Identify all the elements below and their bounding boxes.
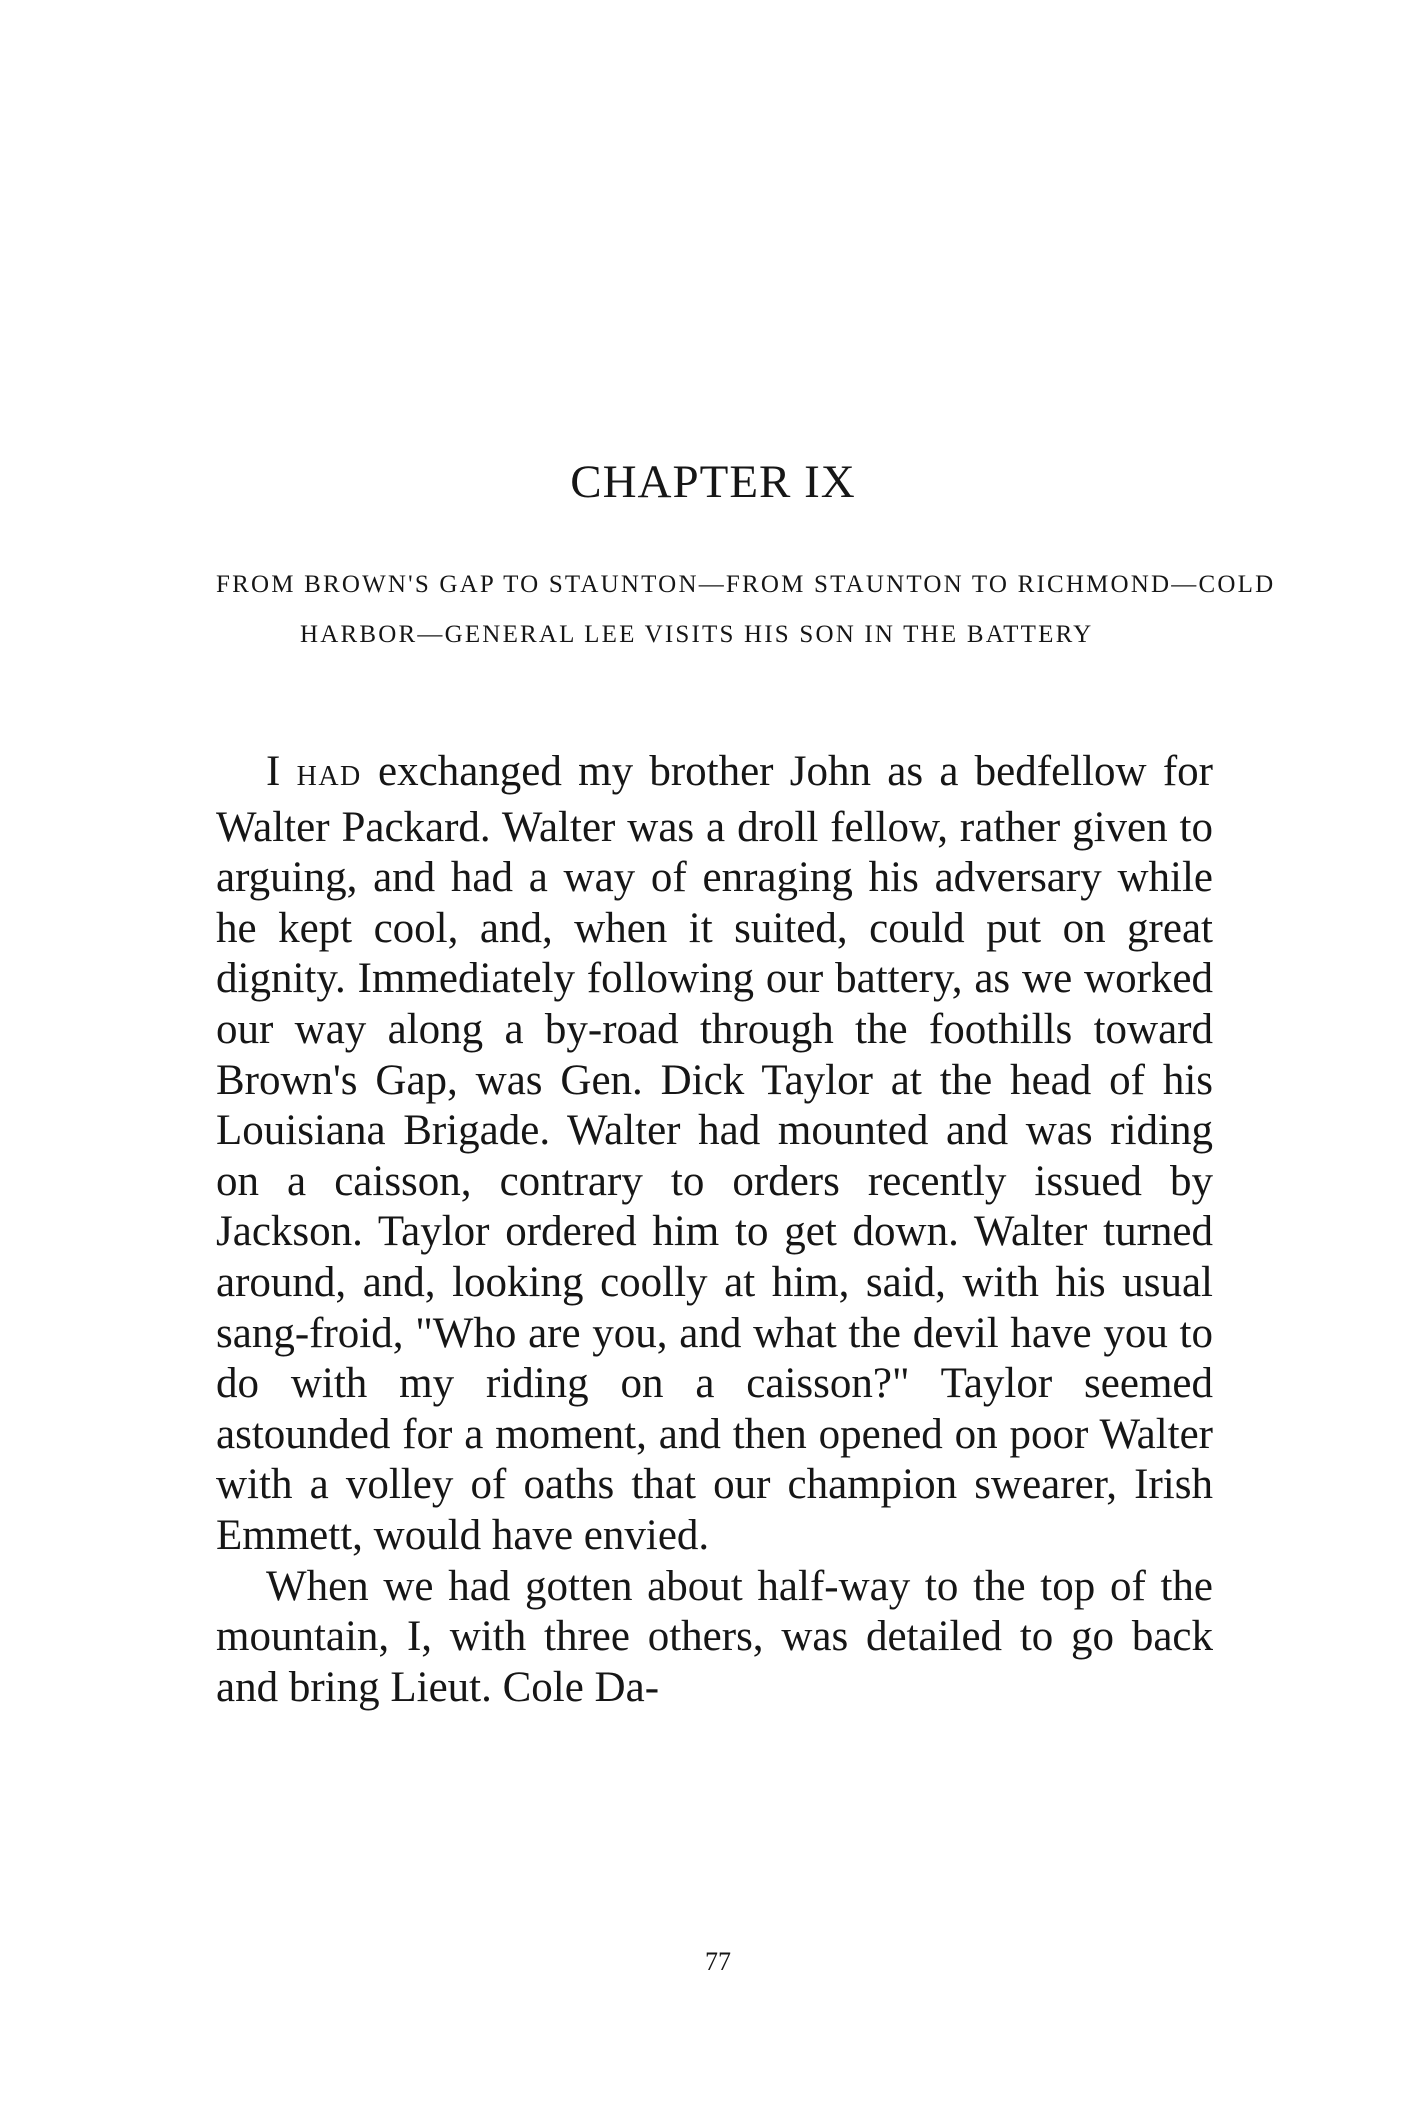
paragraph-1 xyxy=(216,747,1213,1562)
chapter-title: CHAPTER IX xyxy=(570,456,856,508)
page-number: 77 xyxy=(705,1947,731,1976)
paragraph-1-lead: I xyxy=(266,748,281,795)
paragraph-1-lead-smallcaps: HAD xyxy=(296,761,362,792)
body-text xyxy=(216,747,1213,1713)
chapter-synopsis: FROM BROWN'S GAP TO STAUNTON—FROM STAUNTON TO RICHMOND—COLD HARBOR—GENERAL LEE VISITS HIS SON IN THE BATTERY xyxy=(216,571,1276,648)
paragraph-2: When we had gotten about half-way to the top of the mountain, I, with three others, was detailed to go back and bring Lieut. Cole Da- xyxy=(216,1562,1213,1711)
paragraph-1-text: exchanged my brother John as a bedfellow for Walter Packard. Walter was a droll fellow, rather given to arguing, and had a way of enraging his adversary while he kept cool, and, when it suited, could put on great dignity. Immediately following our battery, as we worked our way along a by-road through the foothills toward Brown's Gap, was Gen. Dick Taylor at the head of his Louisiana Brigade. Walter had mounted and was riding on a caisson, contrary to orders recently issued by Jackson. Taylor ordered him to get down. Walter turned around, and, looking coolly at him, said, with his usual sang-froid, "Who are you, and what the devil have you to do with my riding on a caisson?" Taylor seemed astounded for a moment, and then opened on poor Walter with a volley of oaths that our champion swearer, Irish Emmett, would have envied. xyxy=(216,748,1214,1559)
